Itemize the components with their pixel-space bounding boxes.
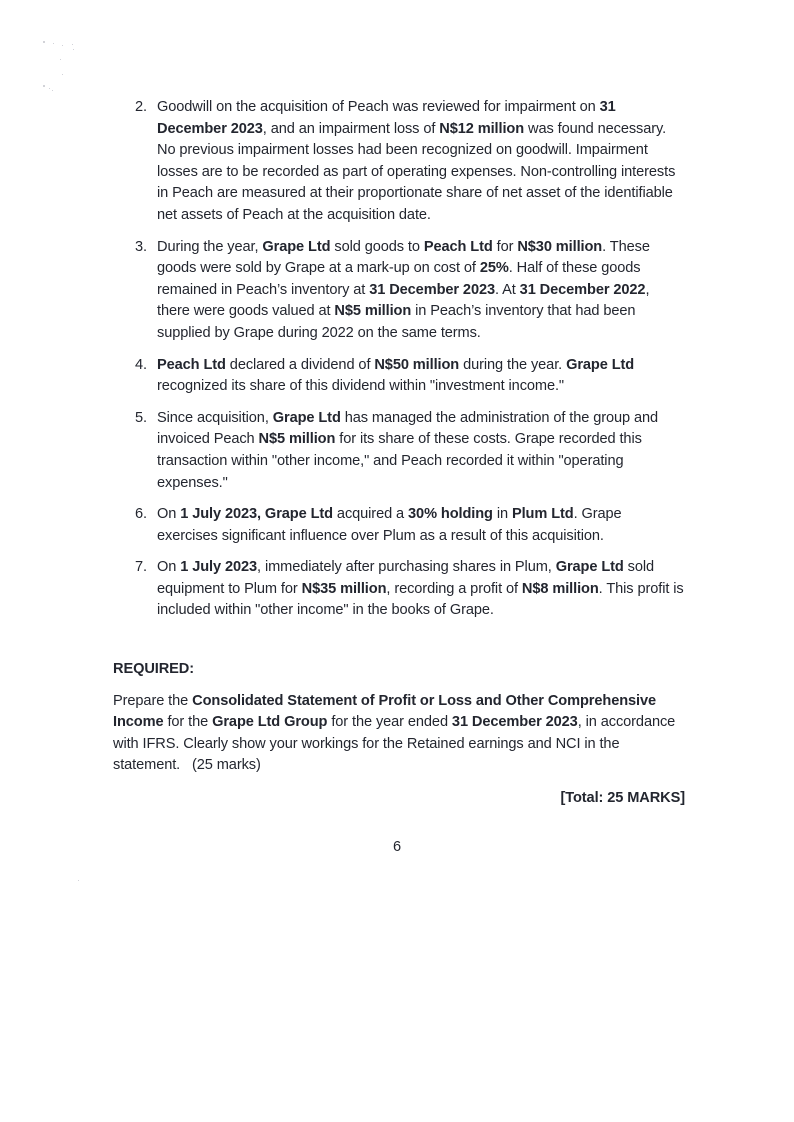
list-item-text: On 1 July 2023, immediately after purchasing shares in Plum, Grape Ltd sold equipment to Plum for N$35 million, recording a profit of N$8 million. This profit is included within "other income" in the books of Grape. (157, 559, 684, 619)
scan-speckle (43, 85, 45, 87)
list-item-number: 5. (135, 409, 147, 426)
list-item-text: Goodwill on the acquisition of Peach was reviewed for impairment on 31 December 2023, and an impairment loss of N$12 million was found necessary. No previous impairment losses had been recognized on goodwill. Impairment losses are to be recorded as part of operating expenses. Non-controlling interests in Peach are measured at their proportionate share of net asset of the identifiable net assets of Peach at the acquisition date. (157, 99, 676, 223)
list-item-7 (113, 557, 685, 622)
scan-speckle (78, 880, 79, 881)
list-item-4 (113, 355, 685, 398)
scan-speckle (60, 59, 61, 60)
scan-speckle (73, 49, 74, 50)
list-item-text: Since acquisition, Grape Ltd has managed the administration of the group and invoiced Peach N$5 million for its share of these costs. Grape recorded this transaction within "other income," and Peach recorded it within "operating expenses." (157, 409, 659, 491)
scan-speckle (72, 44, 73, 45)
list-item-text: On 1 July 2023, Grape Ltd acquired a 30% holding in Plum Ltd. Grape exercises significant influence over Plum as a result of this acquisition. (157, 506, 622, 544)
list-item-text: Peach Ltd declared a dividend of N$50 million during the year. Grape Ltd recognized its share of this dividend within "investment income." (157, 356, 635, 395)
list-item-5 (113, 408, 685, 494)
list-item-3 (113, 237, 685, 345)
scan-speckle (62, 74, 63, 75)
task-paragraph: Prepare the Consolidated Statement of Profit or Loss and Other Comprehensive Income for the Grape Ltd Group for the year ended 31 December 2023, in accordance with IFRS. Clearly show your workings for the Retained earnings and NCI in the statement. (25 marks) (113, 692, 680, 774)
list-item-text: During the year, Grape Ltd sold goods to Peach Ltd for N$30 million. These goods were sold by Grape at a mark-up on cost of 25%. Half of these goods remained in Peach’s inventory at 31 December 2023. At 31 December 2022, there were goods valued at N$5 million in Peach’s inventory that had been supplied by Grape during 2022 on the same terms. (157, 238, 650, 341)
list-item-number: 2. (135, 99, 147, 115)
list-item-number: 6. (135, 506, 147, 523)
total-marks: [Total: 25 MARKS] (560, 790, 685, 807)
list-item-6 (113, 504, 685, 547)
scan-speckle (53, 43, 54, 44)
scan-speckle (62, 45, 63, 46)
required-heading: REQUIRED: (113, 661, 194, 678)
scan-speckle (52, 90, 53, 91)
list-item-number: 4. (135, 356, 147, 373)
page-number: 6 (392, 839, 402, 855)
list-item-number: 7. (135, 559, 147, 576)
document-content (113, 97, 685, 810)
scan-speckle (43, 41, 45, 43)
list-item-number: 3. (135, 238, 147, 255)
list-item-2 (113, 97, 685, 227)
scan-speckle (49, 88, 50, 89)
